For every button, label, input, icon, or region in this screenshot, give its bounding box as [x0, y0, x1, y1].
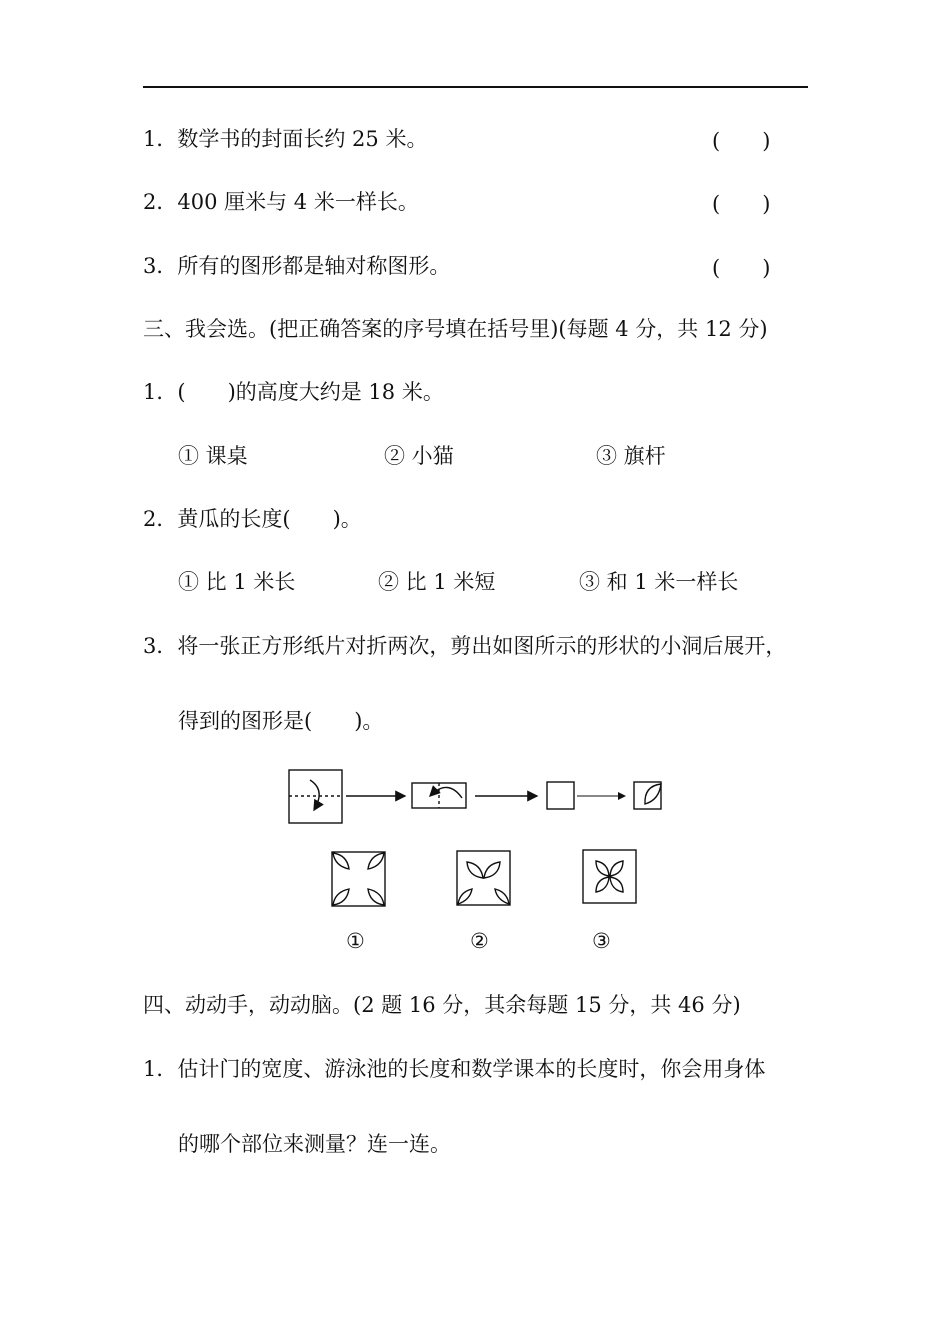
fold-step-1-square — [289, 770, 342, 823]
tf-item-1-text: 数学书的封面长约 25 米。 — [177, 127, 428, 151]
section4-q1 — [143, 1055, 765, 1083]
option-1-figure — [332, 852, 385, 906]
section4-q1-text-line2: 的哪个部位来测量？连一连。 — [178, 1132, 451, 1156]
section3-q1-option-2[interactable]: ② 小猫 — [384, 444, 454, 468]
option-2-figure — [457, 851, 510, 905]
section4-title: 四、动动手，动动脑。(2 题 16 分，其余每题 15 分，共 46 分) — [143, 993, 741, 1017]
tf-item-2-text: 400 厘米与 4 米一样长。 — [177, 190, 419, 214]
fold-step-3-small-square — [547, 782, 574, 809]
option-2-label[interactable]: ② — [470, 929, 489, 953]
option-3-label[interactable]: ③ — [592, 929, 611, 953]
tf-item-2-answer-blank[interactable]: ( ) — [712, 192, 771, 216]
tf-item-2-number: 2． — [143, 190, 178, 214]
section4-q1-text-line1: 估计门的宽度、游泳池的长度和数学课本的长度时，你会用身体 — [177, 1057, 766, 1081]
section3-q1-number: 1． — [143, 380, 178, 404]
section3-q2-text: 黄瓜的长度( )。 — [177, 507, 362, 531]
tf-item-3-answer-blank[interactable]: ( ) — [712, 256, 771, 280]
tf-item-3-text: 所有的图形都是轴对称图形。 — [177, 254, 451, 278]
section3-q3-text-line2: 得到的图形是( )。 — [178, 709, 384, 733]
tf-item-1-answer-blank[interactable]: ( ) — [712, 129, 771, 153]
tf-item-1-number: 1． — [143, 127, 178, 151]
section3-q2-option-1[interactable]: ① 比 1 米长 — [178, 570, 296, 594]
fold-step-4-cut-square — [634, 782, 661, 809]
fold-step-2-rectangle — [412, 783, 466, 808]
section3-q3-number: 3． — [143, 634, 178, 658]
option-3-figure — [583, 850, 636, 903]
section3-title: 三、我会选。(把正确答案的序号填在括号里)(每题 4 分，共 12 分) — [143, 317, 768, 341]
section4-q1-number: 1． — [143, 1057, 178, 1081]
section3-q1-option-1[interactable]: ① 课桌 — [178, 444, 248, 468]
section3-q3-text-line1: 将一张正方形纸片对折两次，剪出如图所示的形状的小洞后展开， — [177, 634, 787, 658]
option-1-label[interactable]: ① — [346, 929, 365, 953]
section3-q1-option-3[interactable]: ③ 旗杆 — [596, 444, 666, 468]
section3-q2-option-2[interactable]: ② 比 1 米短 — [378, 570, 496, 594]
section3-q2-option-3[interactable]: ③ 和 1 米一样长 — [579, 570, 739, 594]
section3-q2-number: 2． — [143, 507, 178, 531]
tf-item-3-number: 3． — [143, 254, 178, 278]
section3-q1-text: ( )的高度大约是 18 米。 — [177, 380, 444, 404]
